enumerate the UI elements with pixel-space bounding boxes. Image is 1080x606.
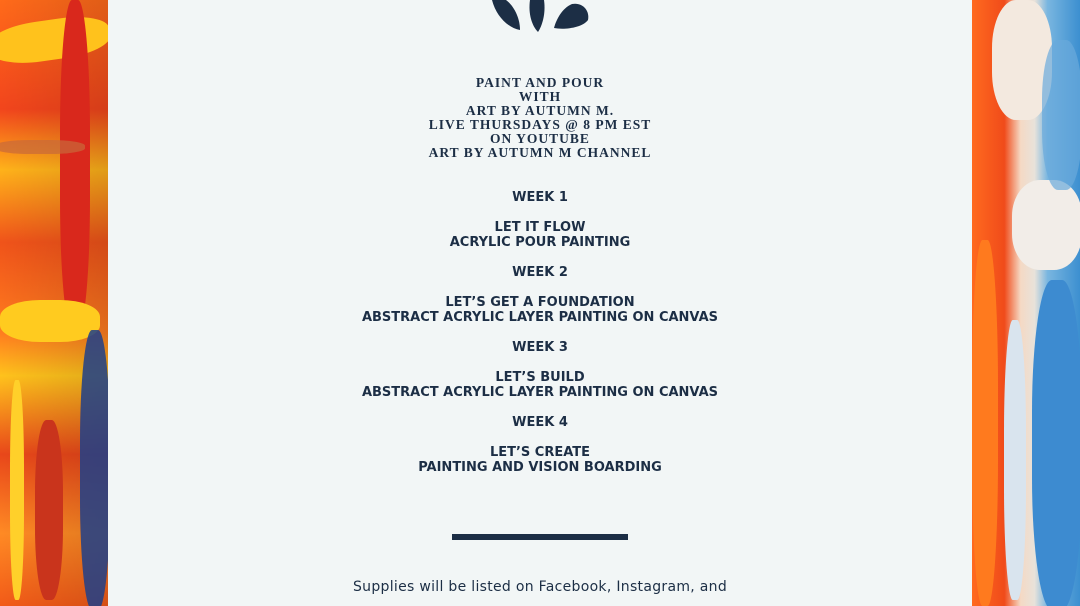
week-label: WEEK 4 xyxy=(512,415,568,430)
week-label: WEEK 2 xyxy=(512,265,568,280)
splash-drops-icon xyxy=(492,0,590,32)
header-line: ART BY AUTUMN M CHANNEL xyxy=(428,145,652,160)
session-subtitle: ACRYLIC POUR PAINTING xyxy=(449,235,631,250)
session-title: LET’S BUILD xyxy=(495,370,585,385)
session-title: LET’S GET A FOUNDATION xyxy=(445,295,635,310)
session-title: LET’S CREATE xyxy=(489,445,591,460)
session-subtitle: PAINTING AND VISION BOARDING xyxy=(418,460,662,475)
header-line: WITH xyxy=(518,89,562,104)
week-label: WEEK 3 xyxy=(512,340,568,355)
header-line: ON YOUTUBE xyxy=(490,131,590,146)
supplies-note: Supplies will be listed on Facebook, Instagram, and xyxy=(352,579,728,595)
header-line: LIVE THURSDAYS @ 8 PM EST xyxy=(428,117,652,132)
header-line: ART BY AUTUMN M. xyxy=(465,103,615,118)
session-subtitle: ABSTRACT ACRYLIC LAYER PAINTING ON CANVAS xyxy=(361,310,719,325)
weekly-schedule xyxy=(108,190,972,475)
week-label: WEEK 1 xyxy=(512,190,568,205)
session-subtitle: ABSTRACT ACRYLIC LAYER PAINTING ON CANVAS xyxy=(361,385,719,400)
header-line: PAINT AND POUR xyxy=(475,75,605,90)
paint-texture-right xyxy=(972,0,1080,606)
event-header xyxy=(108,76,972,160)
section-divider xyxy=(452,534,628,540)
session-title: LET IT FLOW xyxy=(494,220,586,235)
paint-texture-left xyxy=(0,0,108,606)
